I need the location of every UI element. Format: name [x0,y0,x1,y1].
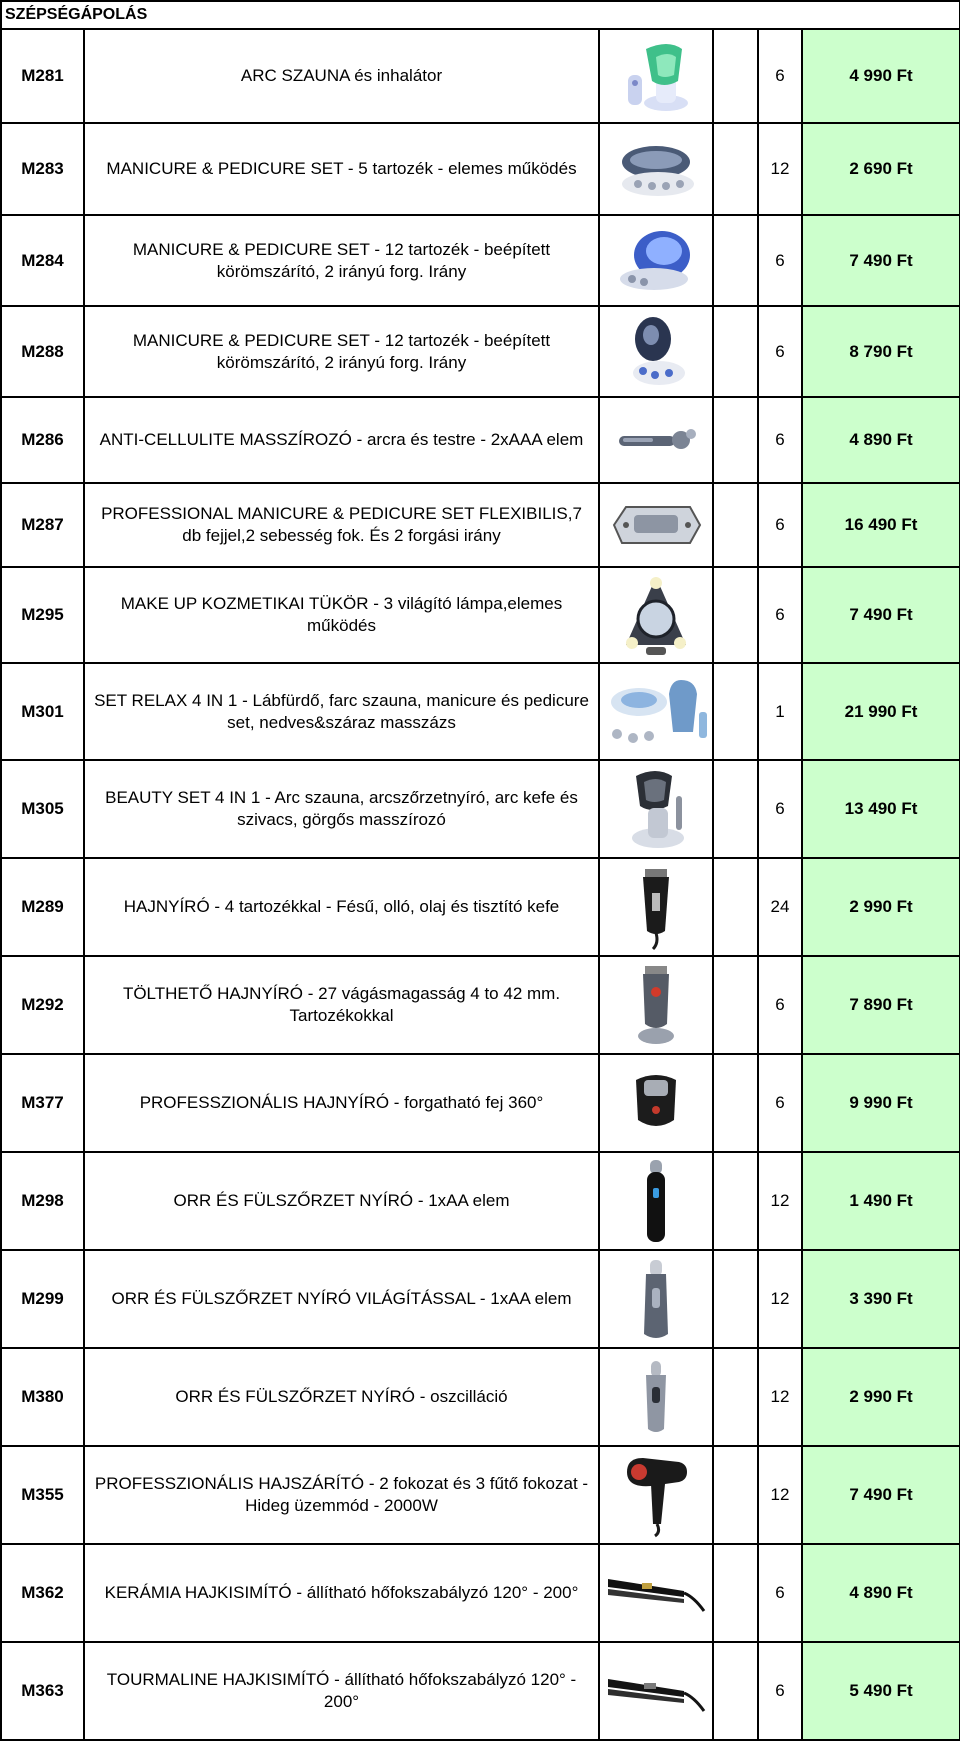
product-description: ARC SZAUNA és inhalátor [84,29,599,123]
product-description: ORR ÉS FÜLSZŐRZET NYÍRÓ VILÁGÍTÁSSAL - 1xAA elem [84,1250,599,1348]
empty-cell [713,215,758,306]
product-price: 16 490 Ft [802,483,960,567]
empty-cell [713,858,758,956]
product-image [599,397,713,483]
product-code: M281 [1,29,84,123]
product-row [1,1446,960,1544]
product-description: MANICURE & PEDICURE SET - 5 tartozék - elemes működés [84,123,599,215]
product-description: PROFESSZIONÁLIS HAJSZÁRÍTÓ - 2 fokozat és 3 fűtő fokozat - Hideg üzemmód - 2000W [84,1446,599,1544]
product-price: 9 990 Ft [802,1054,960,1152]
product-code: M288 [1,306,84,397]
product-row [1,858,960,956]
product-description: ORR ÉS FÜLSZŐRZET NYÍRÓ - oszcilláció [84,1348,599,1446]
empty-cell [713,760,758,858]
massager-icon [602,420,710,460]
manicure-egg-icon [602,313,710,391]
product-row [1,567,960,663]
product-row [1,306,960,397]
empty-cell [713,306,758,397]
product-quantity: 24 [758,858,802,956]
product-price: 13 490 Ft [802,760,960,858]
product-price: 7 490 Ft [802,215,960,306]
product-row [1,956,960,1054]
product-price: 4 890 Ft [802,1544,960,1642]
empty-cell [713,1250,758,1348]
empty-cell [713,1446,758,1544]
product-quantity: 6 [758,760,802,858]
product-row [1,663,960,760]
product-quantity: 6 [758,29,802,123]
product-image [599,1642,713,1740]
empty-cell [713,1348,758,1446]
product-image [599,1544,713,1642]
product-image [599,1152,713,1250]
product-quantity: 6 [758,306,802,397]
product-image [599,215,713,306]
product-code: M298 [1,1152,84,1250]
product-image [599,1054,713,1152]
product-price: 2 990 Ft [802,1348,960,1446]
product-quantity: 6 [758,1544,802,1642]
product-row [1,1348,960,1446]
product-image [599,123,713,215]
product-code: M355 [1,1446,84,1544]
face-sauna-icon [602,37,710,115]
product-quantity: 6 [758,956,802,1054]
product-price: 21 990 Ft [802,663,960,760]
product-image [599,1250,713,1348]
nose-trimmer-light-icon [602,1256,710,1342]
product-quantity: 1 [758,663,802,760]
empty-cell [713,123,758,215]
makeup-mirror-icon [602,571,710,659]
product-code: M284 [1,215,84,306]
hair-clipper-icon [602,863,710,951]
nose-trimmer-oscillating-icon [602,1357,710,1437]
product-price: 1 490 Ft [802,1152,960,1250]
product-image [599,1348,713,1446]
product-description: MAKE UP KOZMETIKAI TÜKÖR - 3 világító lámpa,elemes működés [84,567,599,663]
product-image [599,29,713,123]
product-image [599,663,713,760]
product-quantity: 6 [758,567,802,663]
manicure-set-icon [602,134,710,204]
product-code: M305 [1,760,84,858]
product-row [1,1544,960,1642]
product-price: 7 890 Ft [802,956,960,1054]
product-row [1,29,960,123]
empty-cell [713,29,758,123]
product-row [1,760,960,858]
section-header-row [1,1,960,29]
product-price: 5 490 Ft [802,1642,960,1740]
product-row [1,483,960,567]
product-image [599,483,713,567]
product-code: M287 [1,483,84,567]
product-description: BEAUTY SET 4 IN 1 - Arc szauna, arcszőrzetnyíró, arc kefe és szivacs, görgős masszírozó [84,760,599,858]
product-image [599,858,713,956]
product-quantity: 12 [758,1250,802,1348]
product-code: M289 [1,858,84,956]
empty-cell [713,397,758,483]
empty-cell [713,1544,758,1642]
product-code: M301 [1,663,84,760]
product-code: M363 [1,1642,84,1740]
product-table-body [1,1,960,1740]
product-price: 8 790 Ft [802,306,960,397]
product-quantity: 6 [758,215,802,306]
product-description: TOURMALINE HAJKISIMÍTÓ - állítható hőfokszabályzó 120° - 200° [84,1642,599,1740]
product-price: 4 990 Ft [802,29,960,123]
product-price: 3 390 Ft [802,1250,960,1348]
ceramic-straightener-icon [602,1563,710,1623]
product-description: HAJNYÍRÓ - 4 tartozékkal - Fésű, olló, olaj és tisztító kefe [84,858,599,956]
product-description: TÖLTHETŐ HAJNYÍRÓ - 27 vágásmagasság 4 to 42 mm. Tartozékokkal [84,956,599,1054]
product-row [1,123,960,215]
product-price: 7 490 Ft [802,567,960,663]
product-description: MANICURE & PEDICURE SET - 12 tartozék - beépített körömszárító, 2 irányú forg. Irány [84,306,599,397]
product-code: M377 [1,1054,84,1152]
hair-dryer-icon [602,1452,710,1538]
product-image [599,1446,713,1544]
section-title: SZÉPSÉGÁPOLÁS [1,1,960,29]
product-description: PROFESSZIONÁLIS HAJNYÍRÓ - forgatható fej 360° [84,1054,599,1152]
product-quantity: 6 [758,397,802,483]
product-price: 2 690 Ft [802,123,960,215]
product-description: SET RELAX 4 IN 1 - Lábfürdő, farc szauna, manicure és pedicure set, nedves&száraz masszázs [84,663,599,760]
product-quantity: 6 [758,483,802,567]
product-row [1,1152,960,1250]
product-description: PROFESSIONAL MANICURE & PEDICURE SET FLEXIBILIS,7 db fejjel,2 sebesség fok. És 2 forgási irány [84,483,599,567]
product-quantity: 12 [758,1446,802,1544]
beauty-set-icon [602,766,710,852]
product-description: ANTI-CELLULITE MASSZÍROZÓ - arcra és testre - 2xAAA elem [84,397,599,483]
product-quantity: 12 [758,123,802,215]
empty-cell [713,483,758,567]
nose-trimmer-black-icon [602,1156,710,1246]
product-row [1,215,960,306]
product-image [599,306,713,397]
empty-cell [713,567,758,663]
product-code: M286 [1,397,84,483]
product-code: M362 [1,1544,84,1642]
product-code: M299 [1,1250,84,1348]
product-image [599,567,713,663]
product-row [1,1054,960,1152]
product-price: 2 990 Ft [802,858,960,956]
product-row [1,1642,960,1740]
product-quantity: 12 [758,1152,802,1250]
product-description: ORR ÉS FÜLSZŐRZET NYÍRÓ - 1xAA elem [84,1152,599,1250]
empty-cell [713,1642,758,1740]
product-row [1,397,960,483]
tourmaline-straightener-icon [602,1661,710,1721]
empty-cell [713,956,758,1054]
product-description: KERÁMIA HAJKISIMÍTÓ - állítható hőfokszabályzó 120° - 200° [84,1544,599,1642]
product-row [1,1250,960,1348]
rotary-clipper-icon [602,1070,710,1136]
product-price: 7 490 Ft [802,1446,960,1544]
product-quantity: 6 [758,1054,802,1152]
product-quantity: 12 [758,1348,802,1446]
product-code: M380 [1,1348,84,1446]
relax-set-icon [602,672,710,752]
product-description: MANICURE & PEDICURE SET - 12 tartozék - beépített körömszárító, 2 irányú forg. Irány [84,215,599,306]
manicure-dryer-icon [602,225,710,297]
product-code: M283 [1,123,84,215]
rechargeable-clipper-icon [602,962,710,1048]
product-image [599,760,713,858]
pro-manicure-case-icon [602,495,710,555]
empty-cell [713,1152,758,1250]
empty-cell [713,663,758,760]
product-code: M295 [1,567,84,663]
product-quantity: 6 [758,1642,802,1740]
product-price: 4 890 Ft [802,397,960,483]
empty-cell [713,1054,758,1152]
product-code: M292 [1,956,84,1054]
product-image [599,956,713,1054]
